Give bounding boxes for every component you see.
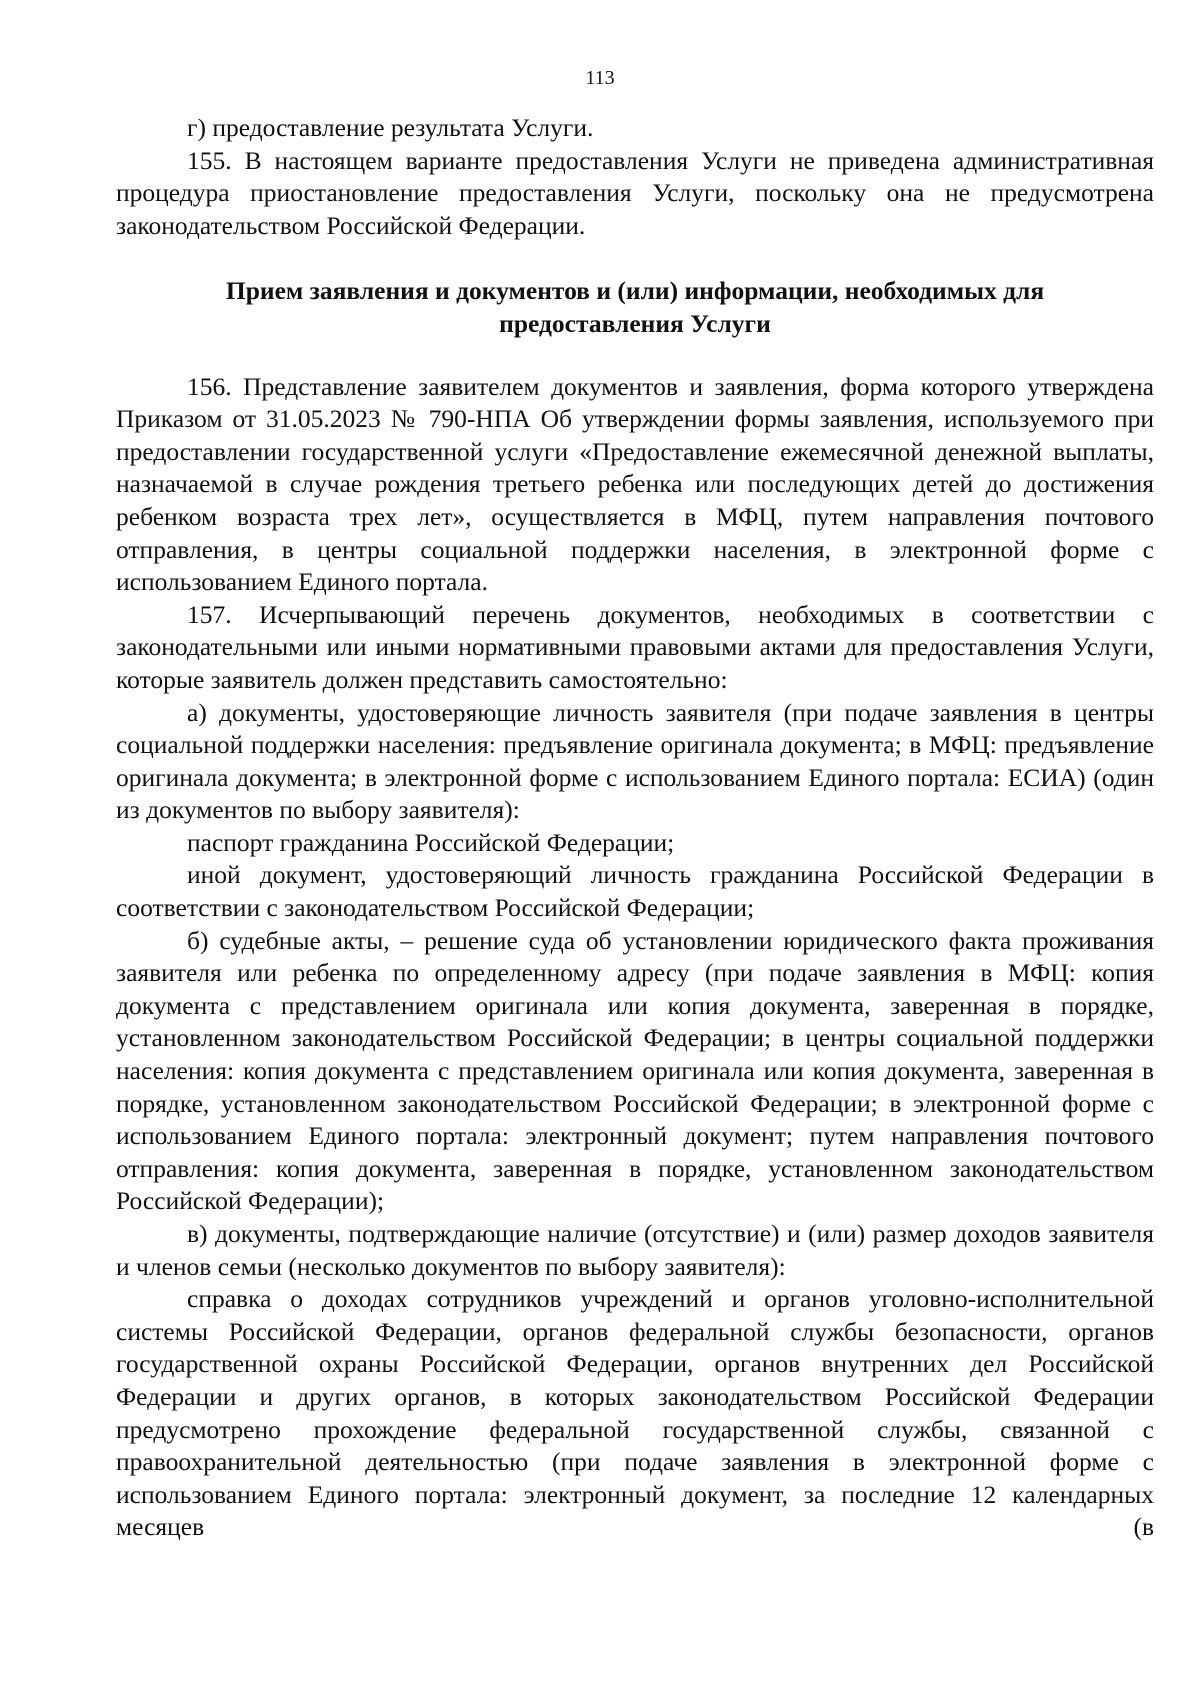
paragraph-item-g: г) предоставление результата Услуги. [187, 113, 594, 142]
section-heading: Прием заявления и документов и (или) информации, необходимых для предоставления Услуги [225, 276, 1045, 338]
paragraph-157: 157. Исчерпывающий перечень документов, необходимых в соответствии с законодательными или иными нормативными правовыми актами для предоставления Услуги, которые заявитель должен представить самостоятельно: [116, 599, 1154, 694]
page-number: 113 [585, 67, 615, 89]
paragraph-item-v: в) документы, подтверждающие наличие (отсутствие) и (или) размер доходов заявителя и членов семьи (несколько документов по выбору заявителя): [116, 1219, 1154, 1281]
paragraph-passport: паспорт гражданина Российской Федерации; [187, 827, 675, 857]
paragraph-other-id: иной документ, удостоверяющий личность гражданина Российской Федерации в соответствии с законодательством Российской Федерации; [116, 860, 1154, 923]
paragraph-item-b: б) судебные акты, – решение суда об установлении юридического факта проживания заявителя или ребенка по определенному адресу (при подаче заявления в МФЦ: копия документа с представлением оригинала или копия документа, заверенная в порядке, установленном законодательством Российской Федерации; в центры социальной поддержки населения: копия документа с представлением оригинала или копия документа, заверенная в порядке, установленном законодательством Российской Федерации; в электронной форме с использованием Единого портала: электронный документ; путем направления почтового отправления: копия документа, заверенная в порядке, установленном законодательством Российской Федерации); [116, 925, 1154, 1216]
paragraph-income-certificate: справка о доходах сотрудников учреждений и органов уголовно-исполнительной системы Российской Федерации, органов федеральной службы безопасности, органов государственной охраны Российской Федерации, органов внутренних дел Российской Федерации и других органов, в которых законодательством Российской Федерации предусмотрено прохождение федеральной государственной службы, связанной с правоохранительной деятельностью (при подаче заявления в электронной форме с использованием Единого портала: электронный документ, за последние 12 календарных месяцев (в [116, 1284, 1154, 1542]
document-body [116, 112, 1154, 1544]
paragraph-item-a: а) документы, удостоверяющие личность заявителя (при подаче заявления в центры социальной поддержки населения: предъявление оригинала документа; в МФЦ: предъявление оригинала документа; в электронной форме с использованием Единого портала: ЕСИА) (один из документов по выбору заявителя): [116, 697, 1154, 825]
paragraph-155: 155. В настоящем варианте предоставления Услуги не приведена административная процедура приостановление предоставления Услуги, поскольку она не предусмотрена законодательством Российской Федерации. [116, 145, 1154, 240]
paragraph-156: 156. Представление заявителем документов и заявления, форма которого утверждена Приказом от 31.05.2023 № 790-НПА Об утверждении формы заявления, используемого при предоставлении государственной услуги «Предоставление ежемесячной денежной выплаты, назначаемой в случае рождения третьего ребенка или последующих детей до достижения ребенком возраста трех лет», осуществляется в МФЦ, путем направления почтового отправления, в центры социальной поддержки населения, в электронной форме с использованием Единого портала. [116, 371, 1154, 597]
